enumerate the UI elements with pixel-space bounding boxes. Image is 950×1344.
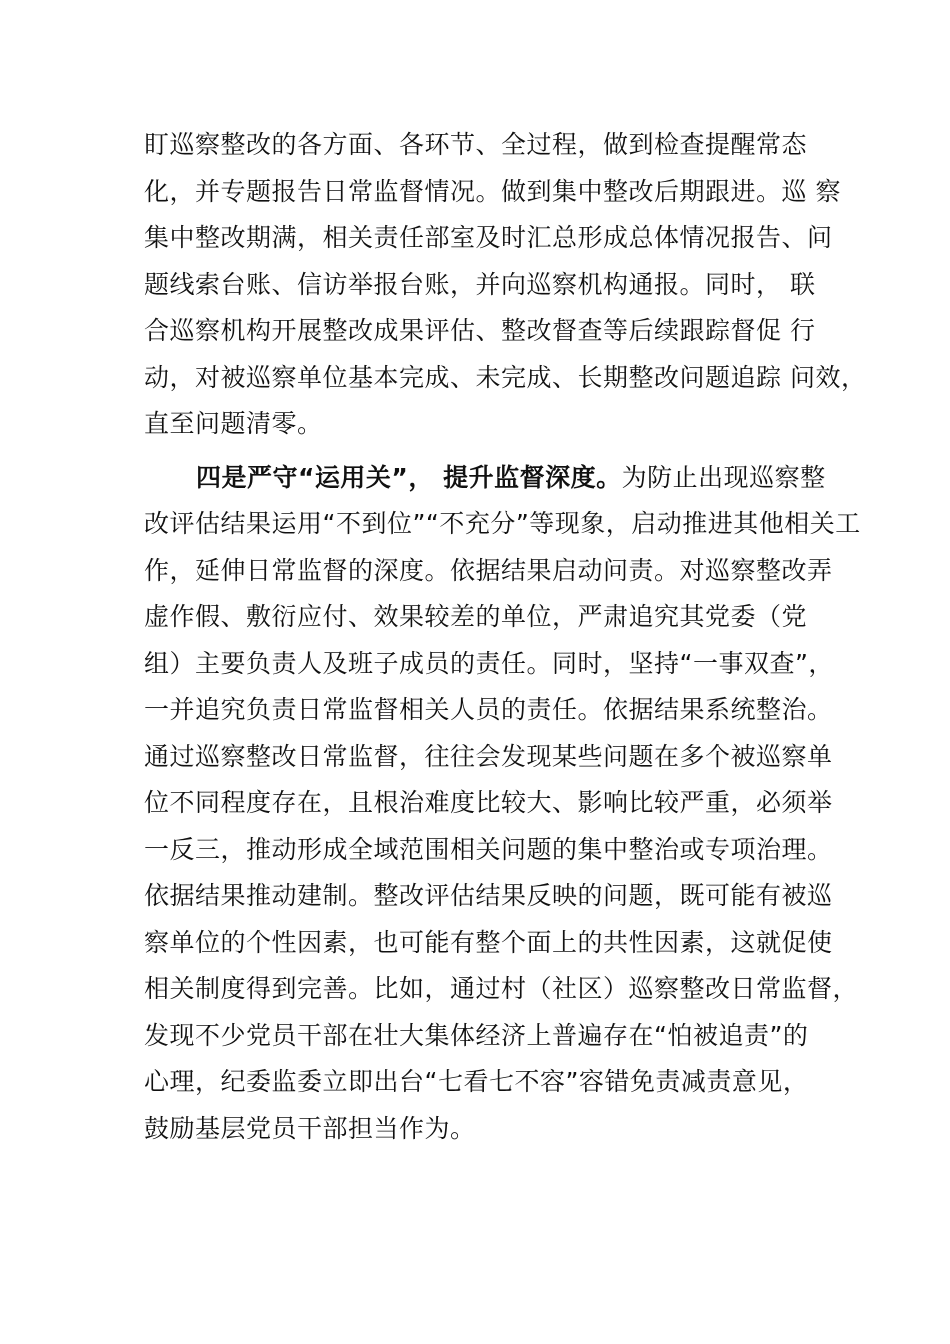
text-line: 化，并专题报告日常监督情况。做到集中整改后期跟进。巡 察 (144, 176, 841, 206)
section-4-first-line (144, 455, 864, 502)
text-line: 一反三，推动形成全域范围相关问题的集中整治或专项治理。 (144, 834, 833, 864)
text-line: 集中整改期满，相关责任部室及时汇总形成总体情况报告、问 (144, 223, 833, 252)
text-line: 依据结果推动建制。整改评估结果反映的问题，既可能有被巡 (144, 881, 833, 910)
text-line: 虚作假、敷衍应付、效果较差的单位，严肃追究其党委（党 (144, 602, 808, 631)
text-line: 鼓励基层党员干部担当作为。 (144, 1113, 476, 1143)
text-line: 相关制度得到完善。比如，通过村（社区）巡察整改日常监督， (144, 974, 859, 1003)
text-line: 改评估结果运用“不到位”“不充分”等现象，启动推进其他相关工 (144, 509, 861, 538)
section-4-heading: 四是严守“运用关”， 提升监督深度。 (196, 462, 622, 492)
text-line: 位不同程度存在，且根治难度比较大、影响比较严重，必须举 (144, 788, 833, 817)
text-line: 心理，纪委监委立即出台“七看七不容”容错免责减责意见， (144, 1067, 809, 1096)
section-4-first-line-text: 为防止出现巡察整 (621, 462, 826, 492)
text-line: 动，对被巡察单位基本完成、未完成、长期整改问题追踪 问效， (144, 362, 867, 392)
document-body (144, 122, 867, 1152)
text-line: 合巡察机构开展整改成果评估、整改督查等后续跟踪督促 行 (144, 316, 816, 345)
text-line: 发现不少党员干部在壮大集体经济上普遍存在“怕被追责”的 (144, 1020, 809, 1050)
text-line: 通过巡察整改日常监督，往往会发现某些问题在多个被巡察单 (144, 741, 833, 771)
text-line: 题线索台账、信访举报台账，并向巡察机构通报。同时， 联 (144, 269, 816, 299)
text-line: 盯巡察整改的各方面、各环节、全过程，做到检查提醒常态 (144, 130, 808, 159)
text-line: 直至问题清零。 (144, 409, 323, 438)
text-line: 组）主要负责人及班子成员的责任。同时，坚持“一事双查”， (144, 648, 834, 678)
text-line: 一并追究负责日常监督相关人员的责任。依据结果系统整治。 (144, 695, 833, 724)
text-line: 察单位的个性因素，也可能有整个面上的共性因素，这就促使 (144, 927, 833, 957)
text-line: 作，延伸日常监督的深度。依据结果启动问责。对巡察整改弄 (144, 555, 833, 585)
